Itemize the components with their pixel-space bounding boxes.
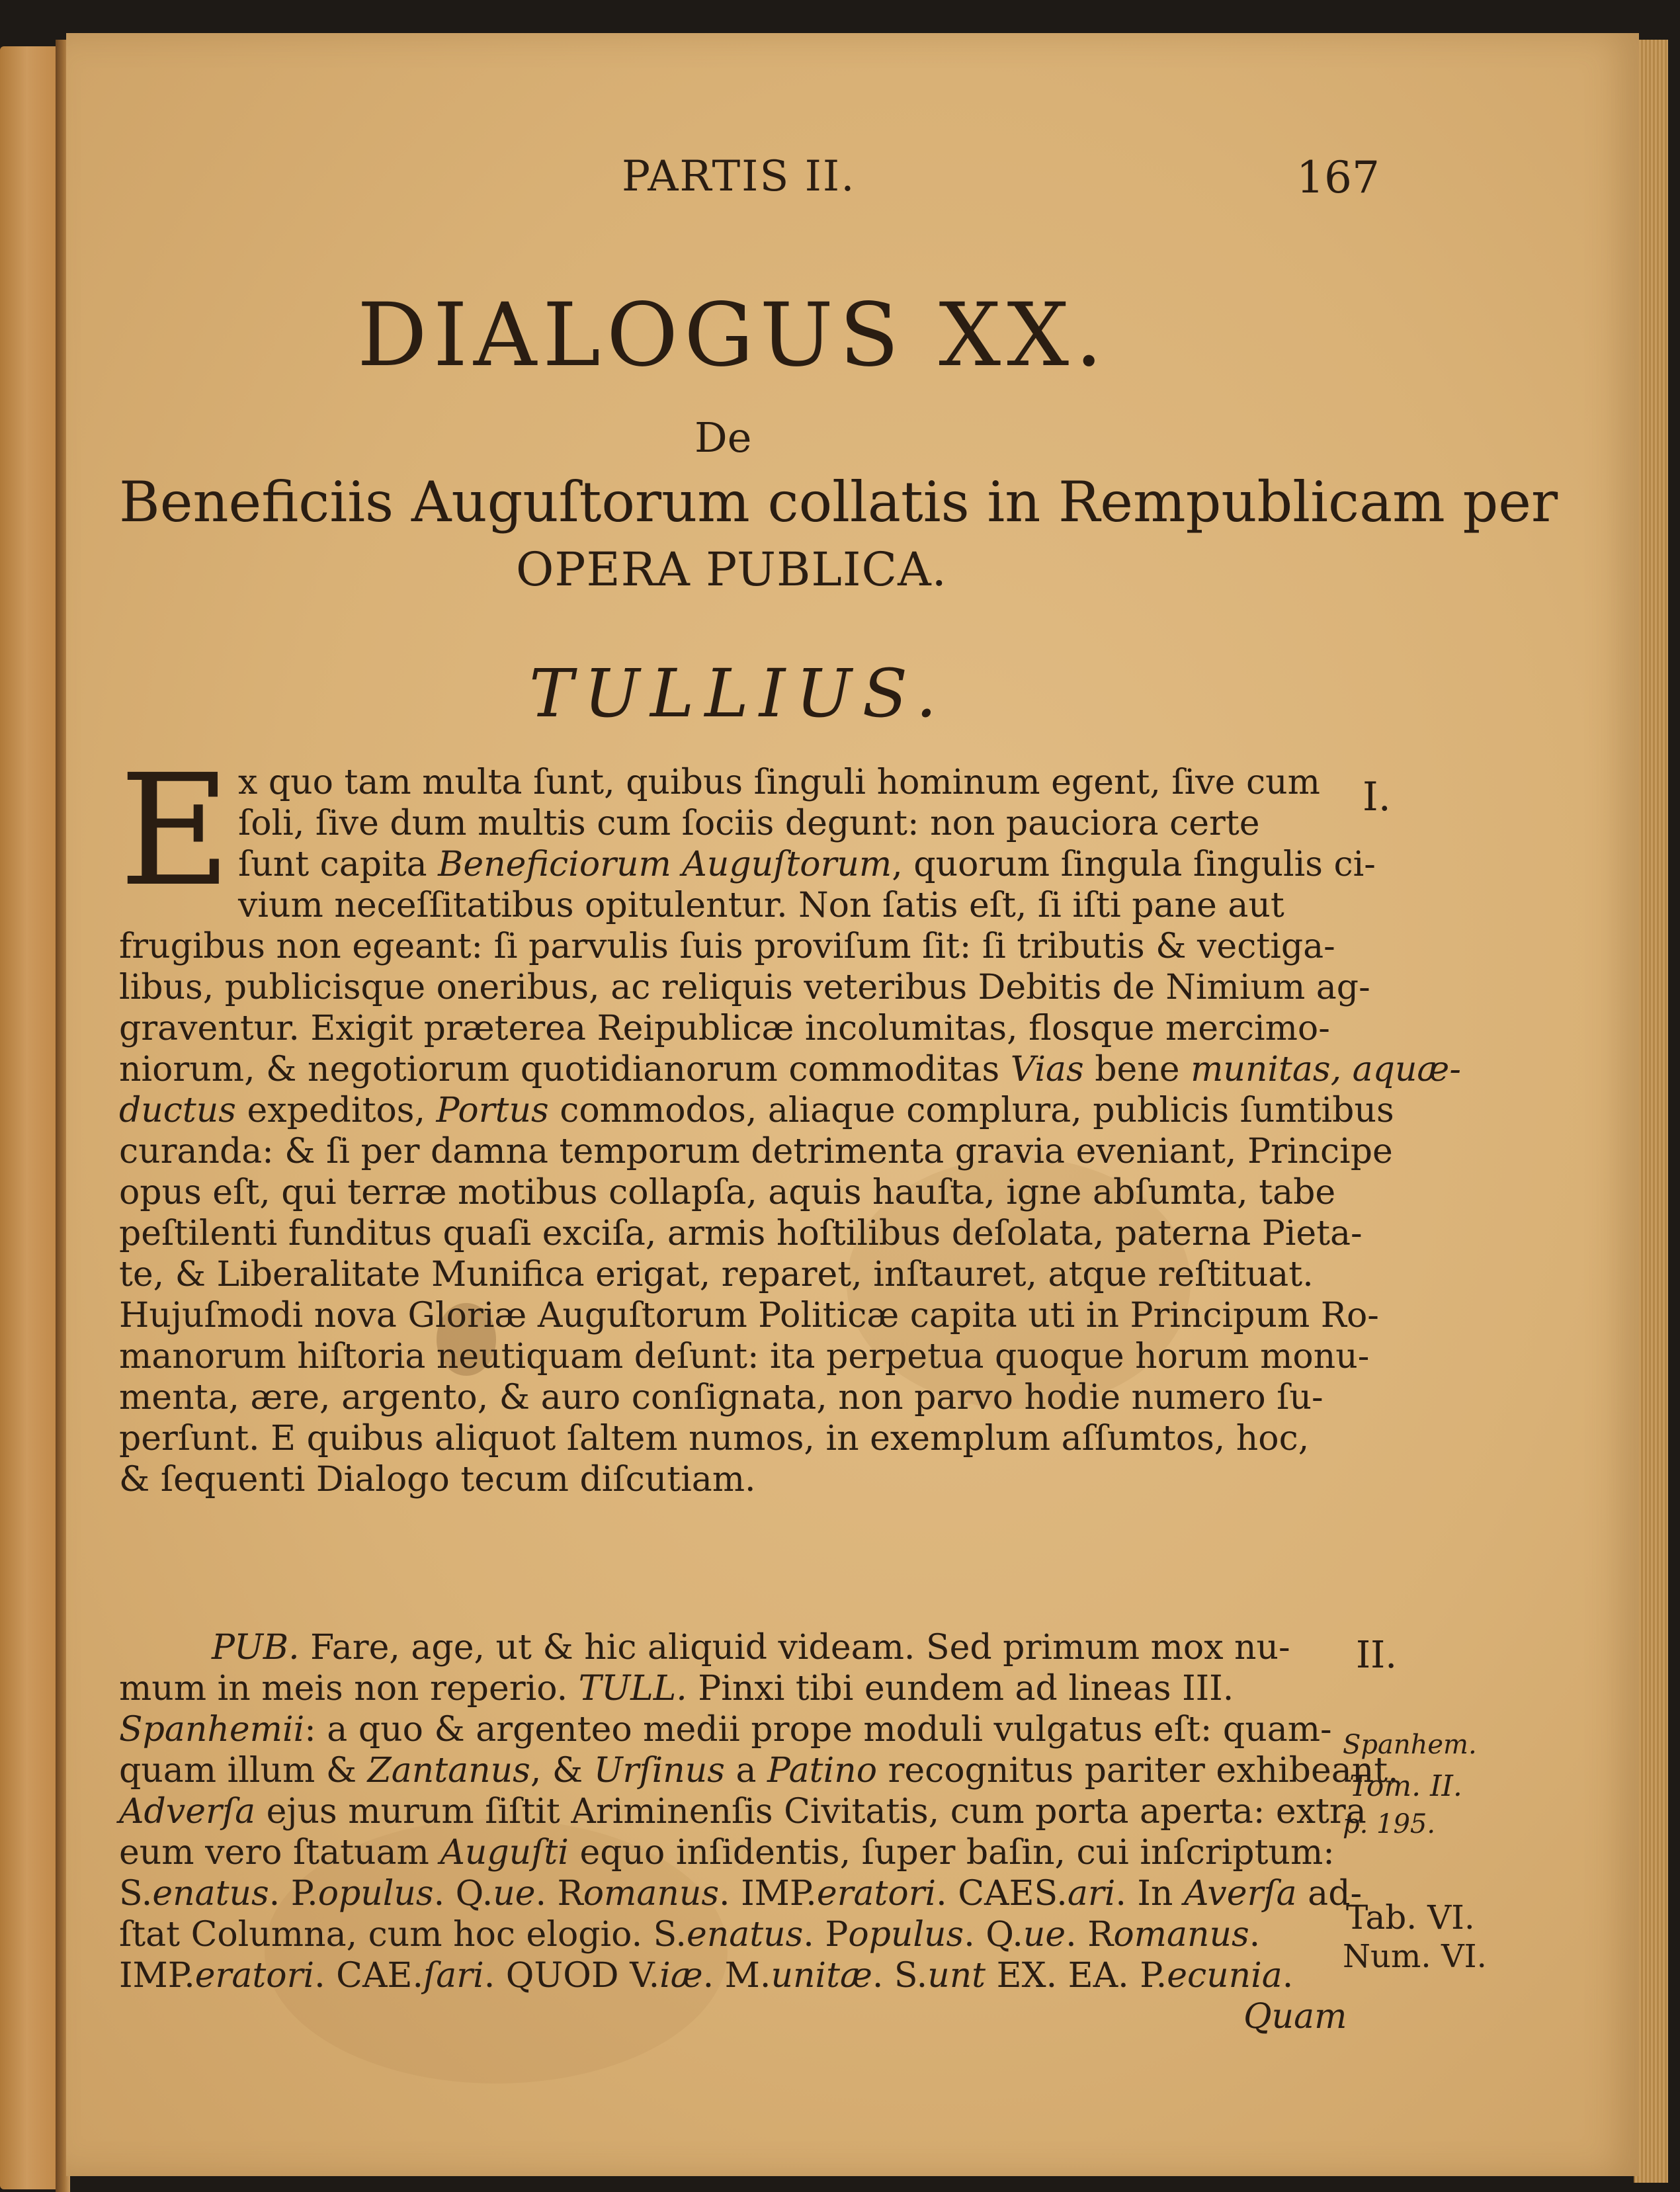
text-line bbox=[119, 1254, 1314, 1295]
text-line bbox=[119, 1049, 1461, 1090]
italic-text-segment: TULL. bbox=[578, 1669, 687, 1708]
text-segment: peſtilenti funditus quaſi exciſa, armis hoſtilibus deſolata, paterna Pieta- bbox=[119, 1214, 1363, 1253]
text-segment: . Q. bbox=[433, 1874, 493, 1914]
text-line bbox=[238, 762, 1320, 803]
italic-text-segment: ue bbox=[493, 1874, 536, 1914]
text-segment: manorum hiſtoria neutiquam deſunt: ita perpetua quoque horum monu- bbox=[119, 1337, 1370, 1376]
text-segment: . CAE. bbox=[314, 1956, 423, 1996]
drop-cap-initial: E bbox=[119, 741, 231, 920]
italic-text-segment: Adverſa bbox=[119, 1792, 256, 1832]
text-line bbox=[119, 1213, 1363, 1254]
italic-text-segment: Spanhemii bbox=[119, 1710, 305, 1749]
text-line bbox=[119, 1008, 1330, 1049]
text-line bbox=[238, 885, 1284, 926]
text-line bbox=[119, 1873, 1362, 1914]
text-line bbox=[119, 1668, 1234, 1709]
text-segment: recognitus pariter exhibeant. bbox=[877, 1751, 1399, 1791]
text-segment: niorum, & negotiorum quotidianorum commoditas bbox=[119, 1050, 1011, 1089]
text-line bbox=[119, 1336, 1369, 1377]
text-segment: . bbox=[1249, 1915, 1261, 1955]
italic-text-segment: omanus bbox=[1113, 1915, 1249, 1955]
text-segment: . bbox=[1282, 1956, 1294, 1996]
text-line bbox=[119, 1418, 1309, 1459]
text-segment: , quorum ſingula ſingulis ci- bbox=[892, 845, 1376, 884]
text-segment: ejus murum ſiſtit Ariminenſis Civitatis, cum porta aperta: extra bbox=[255, 1792, 1366, 1832]
text-segment: . IMP. bbox=[719, 1874, 817, 1914]
text-line bbox=[119, 1377, 1323, 1418]
text-segment: ſoli, ſive dum multis cum ſociis degunt: non pauciora certe bbox=[238, 804, 1260, 843]
text-segment: perſunt. E quibus aliquot ſaltem numos, in exemplum aſſumtos, hoc, bbox=[119, 1419, 1310, 1458]
italic-text-segment: eratori bbox=[194, 1956, 315, 1996]
dialog-subtitle-opera: OPERA PUBLICA. bbox=[516, 542, 947, 597]
text-segment: Pinxi tibi eundem ad lineas III. bbox=[687, 1669, 1234, 1708]
text-segment: equo inſidentis, ſuper baſin, cui inſcriptum: bbox=[568, 1833, 1335, 1873]
text-segment: & ſequenti Dialogo tecum diſcutiam. bbox=[119, 1460, 756, 1499]
text-segment: IMP. bbox=[119, 1956, 195, 1996]
text-line bbox=[119, 967, 1370, 1008]
text-line bbox=[119, 926, 1335, 967]
text-line bbox=[238, 844, 1376, 885]
italic-text-segment: Patino bbox=[767, 1751, 877, 1791]
dialog-subtitle: Beneficiis Auguſtorum collatis in Rempublicam per bbox=[119, 470, 1558, 534]
margin-note-tab: Tab. VI. bbox=[1346, 1898, 1475, 1937]
italic-text-segment: munitas, aquæ- bbox=[1191, 1050, 1461, 1089]
section-marker-1: I. bbox=[1363, 774, 1391, 820]
text-segment: Hujuſmodi nova Gloriæ Auguſtorum Politicæ capita uti in Principum Ro- bbox=[119, 1296, 1379, 1335]
text-segment: : a quo & argenteo medii prope moduli vulgatus eſt: quam- bbox=[304, 1710, 1332, 1749]
margin-note-num: Num. VI. bbox=[1343, 1938, 1487, 1975]
text-segment: menta, ære, argento, & auro conſignata, non parvo hodie numero ſu- bbox=[119, 1378, 1323, 1417]
italic-text-segment: Beneficiorum Auguſtorum bbox=[438, 845, 892, 884]
text-segment: a bbox=[724, 1751, 768, 1791]
italic-text-segment: Averſa bbox=[1183, 1874, 1297, 1914]
text-line bbox=[119, 1172, 1335, 1213]
italic-text-segment: Portus bbox=[436, 1091, 549, 1130]
italic-text-segment: enatus bbox=[152, 1874, 269, 1914]
margin-note-page: p. 195. bbox=[1343, 1809, 1436, 1839]
section-marker-2: II. bbox=[1356, 1634, 1398, 1677]
text-segment: Fare, age, ut & hic aliquid videam. Sed primum mox nu- bbox=[299, 1628, 1290, 1667]
text-segment: . CAES. bbox=[936, 1874, 1068, 1914]
text-line bbox=[119, 1955, 1293, 1996]
text-segment: S. bbox=[119, 1874, 153, 1914]
text-segment: . Q. bbox=[964, 1915, 1023, 1955]
text-line bbox=[119, 1832, 1335, 1873]
text-line bbox=[119, 1295, 1379, 1336]
italic-text-segment: ecunia bbox=[1167, 1956, 1282, 1996]
text-segment: bene bbox=[1083, 1050, 1191, 1089]
text-segment: eum vero ſtatuam bbox=[119, 1833, 441, 1873]
text-segment: curanda: & ſi per damna temporum detrimenta gravia eveniant, Principe bbox=[119, 1132, 1393, 1171]
text-line bbox=[119, 1750, 1399, 1791]
italic-text-segment: Urſinus bbox=[593, 1751, 725, 1791]
text-line bbox=[119, 1709, 1332, 1750]
italic-text-segment: ductus bbox=[119, 1091, 236, 1130]
text-segment: ſtat Columna, cum hoc elogio. S. bbox=[119, 1915, 687, 1955]
text-line bbox=[119, 1459, 756, 1500]
text-line bbox=[1243, 1996, 1347, 2037]
italic-text-segment: opulus bbox=[317, 1874, 434, 1914]
page-number: 167 bbox=[1296, 152, 1380, 203]
text-line bbox=[119, 1131, 1393, 1172]
left-page-edge bbox=[0, 46, 60, 2189]
text-line bbox=[238, 803, 1260, 844]
text-segment: . R bbox=[1066, 1915, 1114, 1955]
italic-text-segment: eratori bbox=[816, 1874, 937, 1914]
text-line bbox=[212, 1627, 1290, 1668]
text-segment: ſunt capita bbox=[238, 845, 439, 884]
margin-note-tom: Tom. II. bbox=[1349, 1769, 1462, 1803]
text-segment: quam illum & bbox=[119, 1751, 368, 1791]
italic-text-segment: Quam bbox=[1243, 1997, 1347, 2037]
text-segment: . R bbox=[535, 1874, 583, 1914]
text-segment: . P bbox=[803, 1915, 849, 1955]
italic-text-segment: ari bbox=[1067, 1874, 1116, 1914]
italic-text-segment: PUB. bbox=[212, 1628, 300, 1667]
text-segment: , & bbox=[530, 1751, 594, 1791]
text-segment: EX. EA. P. bbox=[986, 1956, 1167, 1996]
italic-text-segment: Vias bbox=[1010, 1050, 1084, 1089]
speaker-heading: TULLIUS. bbox=[529, 655, 948, 732]
text-segment: frugibus non egeant: ſi parvulis ſuis proviſum ſit: ſi tributis & vectiga- bbox=[119, 927, 1335, 966]
italic-text-segment: iæ bbox=[659, 1956, 703, 1996]
book-spread bbox=[0, 33, 1667, 2192]
text-segment: x quo tam multa ſunt, quibus ſinguli hominum egent, ſive cum bbox=[238, 763, 1320, 802]
text-segment: . M. bbox=[702, 1956, 771, 1996]
italic-text-segment: ue bbox=[1023, 1915, 1066, 1955]
text-segment: graventur. Exigit præterea Reipublicæ incolumitas, flosque mercimo- bbox=[119, 1009, 1330, 1048]
text-line bbox=[119, 1914, 1260, 1955]
italic-text-segment: Auguſti bbox=[440, 1833, 569, 1873]
text-line bbox=[119, 1791, 1366, 1832]
italic-text-segment: unitæ bbox=[771, 1956, 872, 1996]
text-segment: te, & Liberalitate Munifica erigat, reparet, inſtauret, atque reſtituat. bbox=[119, 1255, 1314, 1294]
italic-text-segment: ſari bbox=[423, 1956, 484, 1996]
text-segment: . QUOD V. bbox=[483, 1956, 660, 1996]
italic-text-segment: opulus bbox=[848, 1915, 964, 1955]
text-segment: expeditos, bbox=[235, 1091, 437, 1130]
italic-text-segment: unt bbox=[927, 1956, 986, 1996]
text-segment: libus, publicisque oneribus, ac reliquis veteribus Debitis de Nimium ag- bbox=[119, 968, 1370, 1007]
text-segment: . P. bbox=[269, 1874, 318, 1914]
text-segment: . In bbox=[1115, 1874, 1184, 1914]
margin-note-spanhem: Spanhem. bbox=[1343, 1730, 1477, 1760]
dialog-title: DIALOGUS XX. bbox=[357, 284, 1109, 386]
italic-text-segment: Zantanus bbox=[367, 1751, 530, 1791]
text-segment: ad- bbox=[1296, 1874, 1363, 1914]
text-line bbox=[119, 1090, 1394, 1131]
text-segment: . S. bbox=[872, 1956, 928, 1996]
dialog-de: De bbox=[694, 413, 752, 462]
text-segment: vium neceſſitatibus opitulentur. Non ſatis eſt, ſi iſti pane aut bbox=[238, 886, 1284, 925]
text-segment: mum in meis non reperio. bbox=[119, 1669, 579, 1708]
text-segment: commodos, aliaque complura, publicis ſumtibus bbox=[548, 1091, 1394, 1130]
italic-text-segment: enatus bbox=[686, 1915, 804, 1955]
text-segment: opus eſt, qui terræ motibus collapſa, aquis hauſta, igne abſumta, tabe bbox=[119, 1173, 1336, 1212]
running-head: PARTIS II. bbox=[622, 152, 856, 201]
italic-text-segment: omanus bbox=[583, 1874, 720, 1914]
